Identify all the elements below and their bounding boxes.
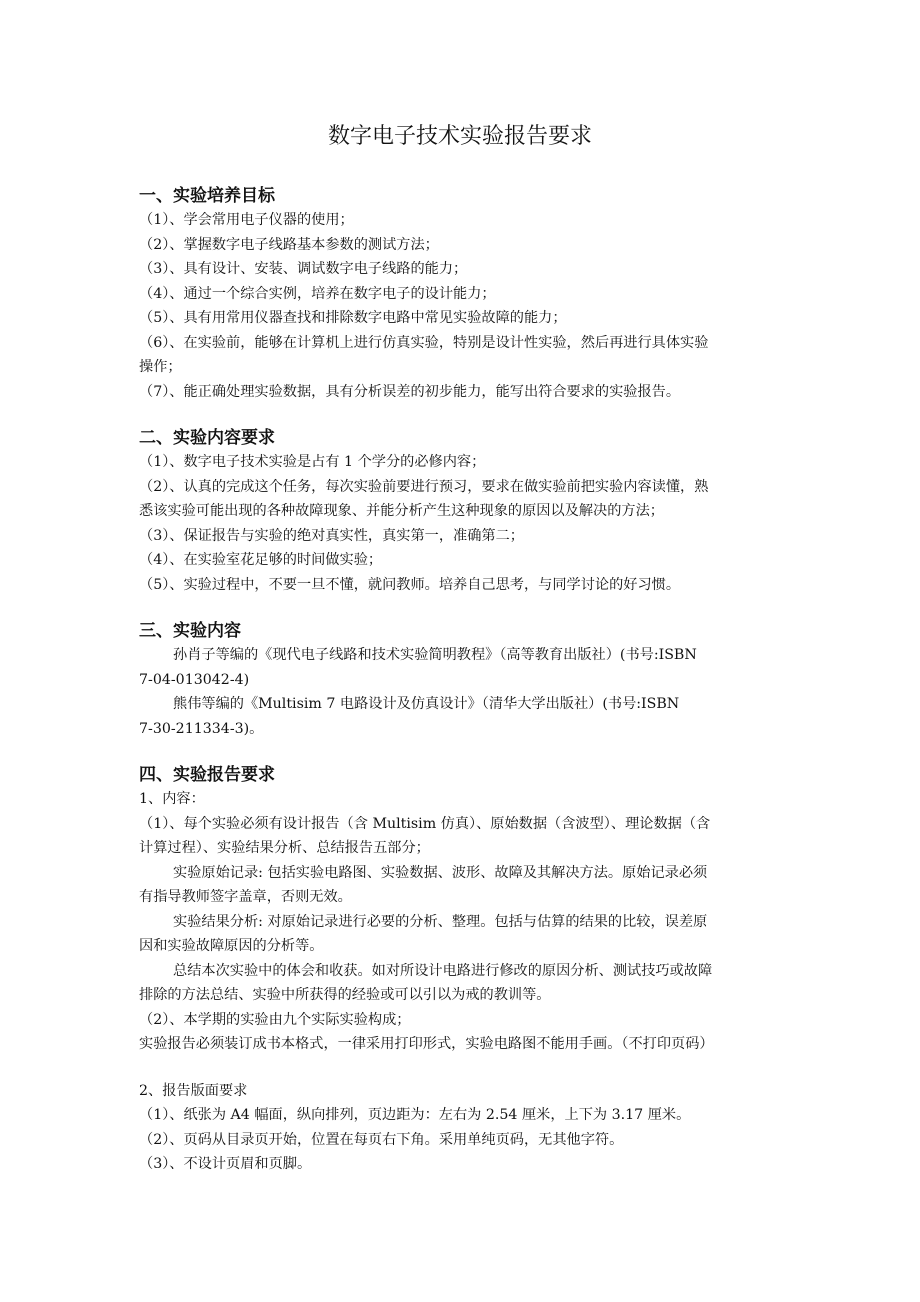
paragraph-continuation: 排除的方法总结、实验中所获得的经验或可以引以为戒的教训等。 <box>139 987 551 1003</box>
reference-entry-continuation: 7-30-211334-3)。 <box>139 720 264 737</box>
reference-entry-continuation: 7-04-013042-4) <box>139 671 250 688</box>
section-heading: 四、实验报告要求 <box>139 765 275 785</box>
list-item: （2）、本学期的实验由九个实际实验构成； <box>139 1011 411 1028</box>
section-experiment-content <box>139 619 784 741</box>
list-item: （5）、具有用常用仪器查找和排除数字电路中常见实验故障的能力； <box>139 310 567 326</box>
list-item: （4）、在实验室花足够的时间做实验； <box>139 552 383 568</box>
list-item: （3）、保证报告与实验的绝对真实性，真实第一，准确第二； <box>139 527 524 544</box>
list-item-continuation: 计算过程）、实验结果分析、总结报告五部分； <box>139 840 430 856</box>
paragraph-continuation: 因和实验故障原因的分析等。 <box>139 938 324 954</box>
list-item: （1）、数字电子技术实验是占有 1 个学分的必修内容； <box>139 454 486 470</box>
list-item: （2）、掌握数字电子线路基本参数的测试方法； <box>139 236 439 253</box>
subsection-label: 1、内容： <box>139 791 205 807</box>
list-item: （1）、学会常用电子仪器的使用； <box>139 212 354 228</box>
section-report-requirements <box>139 763 784 1177</box>
section-training-goals <box>139 184 784 404</box>
list-item: （2）、页码从目录页开始，位置在每页右下角。采用单纯页码，无其他字符。 <box>139 1131 624 1148</box>
list-item-continuation: 操作； <box>139 359 182 375</box>
list-item: （1）、纸张为 A4 幅面，纵向排列，页边距为：左右为 2.54 厘米，上下为 3.17 厘米。 <box>139 1107 691 1123</box>
reference-entry: 熊伟等编的《Multisim 7 电路设计及仿真设计》（清华大学出版社）(书号:ISBN <box>173 696 680 712</box>
reference-entry: 孙肖子等编的《现代电子线路和技术实验简明教程》（高等教育出版社）(书号:ISBN <box>173 647 697 663</box>
list-item: （5）、实验过程中，不要一旦不懂，就问教师。培养自己思考，与同学讨论的好习惯。 <box>139 576 681 593</box>
page-title: 数字电子技术实验报告要求 <box>327 124 592 149</box>
section-content-requirements <box>139 426 784 597</box>
list-item: （3）、具有设计、安装、调试数字电子线路的能力； <box>139 261 468 277</box>
paragraph: 总结本次实验中的体会和收获。如对所设计电路进行修改的原因分析、测试技巧或故障 <box>173 962 713 979</box>
section-heading: 三、实验内容 <box>139 621 241 641</box>
paragraph-continuation: 有指导教师签字盖章，否则无效。 <box>139 889 352 905</box>
subsection-label: 2、报告版面要求 <box>139 1082 248 1099</box>
section-heading: 一、实验培养目标 <box>139 186 275 206</box>
document-body <box>139 184 784 1177</box>
list-item: （4）、通过一个综合实例，培养在数字电子的设计能力； <box>139 285 496 302</box>
paragraph: 实验结果分析: 对原始记录进行必要的分析、整理。包括与估算的结果的比较，误差原 <box>173 913 708 930</box>
list-item: （3）、不设计页眉和页脚。 <box>139 1156 312 1172</box>
list-item: （7）、能正确处理实验数据，具有分析误差的初步能力，能写出符合要求的实验报告。 <box>139 383 681 400</box>
paragraph: 实验报告必须装订成书本格式，一律采用打印形式，实验电路图不能用手画。（不打印页码） <box>139 1036 714 1052</box>
section-heading: 二、实验内容要求 <box>139 428 275 448</box>
list-item: （6）、在实验前，能够在计算机上进行仿真实验，特别是设计性实验，然后再进行具体实验 <box>139 334 709 351</box>
list-item-continuation: 悉该实验可能出现的各种故障现象、并能分析产生这种现象的原因以及解决的方法； <box>139 503 664 519</box>
list-item: （1）、每个实验必须有设计报告（含 Multisim 仿真）、原始数据（含波型）、理论数据（含 <box>139 815 711 832</box>
paragraph: 实验原始记录: 包括实验电路图、实验数据、波形、故障及其解决方法。原始记录必须 <box>173 864 708 881</box>
list-item: （2）、认真的完成这个任务，每次实验前要进行预习，要求在做实验前把实验内容读懂，熟 <box>139 478 709 495</box>
